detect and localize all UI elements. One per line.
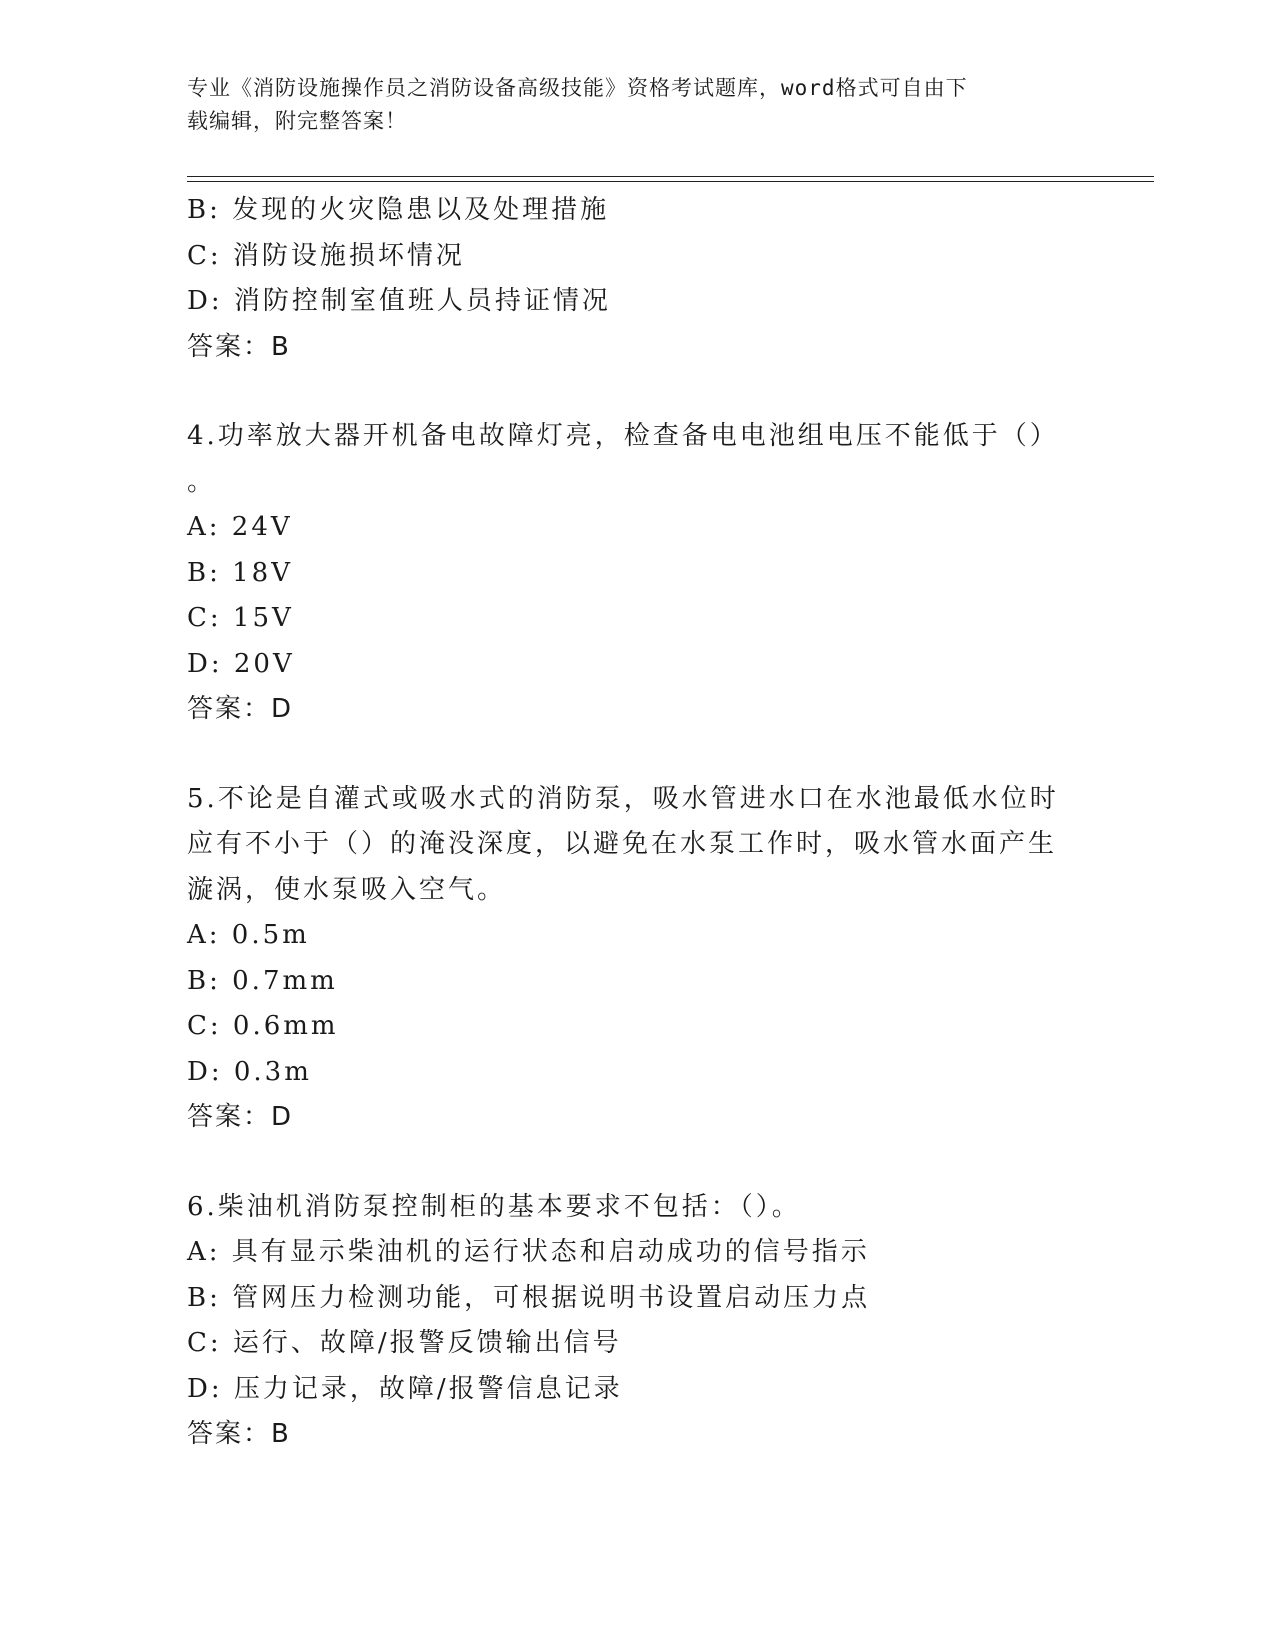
option-a: A: 具有显示柴油机的运行状态和启动成功的信号指示: [187, 1237, 870, 1267]
option-c: C: 消防设施损坏情况: [187, 240, 465, 271]
document-header: [187, 72, 1087, 138]
option-a: A: 0.5m: [187, 920, 310, 950]
header-line-1: 专业《消防设施操作员之消防设备高级技能》资格考试题库，word格式可自由下: [187, 76, 968, 100]
answer-text: 答案：B: [187, 1419, 291, 1449]
option-d: D: 压力记录，故障/报警信息记录: [187, 1373, 623, 1404]
option-a: A: 24V: [187, 512, 293, 542]
question-text-line-1: 4.功率放大器开机备电故障灯亮，检查备电电池组电压不能低于（）: [187, 421, 1059, 451]
answer-text: 答案：D: [187, 694, 294, 724]
option-b: B: 18V: [187, 557, 293, 588]
answer-text: 答案：D: [187, 1102, 294, 1132]
header-line-2: 载编辑，附完整答案！: [187, 109, 407, 133]
spacer: [187, 733, 1067, 777]
question-text-line-2: 应有不小于（）的淹没深度，以避免在水泵工作时，吸水管水面产生: [187, 829, 1058, 859]
option-b: B: 发现的火灾隐患以及处理措施: [187, 195, 610, 225]
option-d: D: 20V: [187, 648, 295, 679]
answer-text: 答案：B: [187, 331, 291, 362]
question-4: [187, 414, 1067, 733]
question-3: [187, 188, 1067, 370]
option-b: B: 0.7mm: [187, 965, 338, 996]
question-5: [187, 777, 1067, 1141]
question-text-line-1: 6.柴油机消防泵控制柜的基本要求不包括：（）。: [187, 1191, 801, 1222]
option-d: D: 0.3m: [187, 1056, 312, 1087]
question-text-line-3: 漩涡，使水泵吸入空气。: [187, 874, 507, 905]
option-c: C: 0.6mm: [187, 1011, 339, 1041]
question-list: [187, 188, 1067, 1458]
option-b: B: 管网压力检测功能，可根据说明书设置启动压力点: [187, 1282, 871, 1313]
question-text-line-1: 5.不论是自灌式或吸水式的消防泵，吸水管进水口在水池最低水位时: [187, 783, 1059, 814]
option-c: C: 运行、故障/报警反馈输出信号: [187, 1328, 622, 1358]
option-d: D: 消防控制室值班人员持证情况: [187, 286, 611, 316]
spacer: [187, 1141, 1067, 1185]
header-divider-top: [187, 176, 1154, 177]
header-divider-bottom: [187, 181, 1154, 182]
option-c: C: 15V: [187, 603, 294, 633]
spacer: [187, 370, 1067, 414]
question-6: [187, 1185, 1067, 1458]
question-text-line-2: 。: [187, 466, 217, 497]
